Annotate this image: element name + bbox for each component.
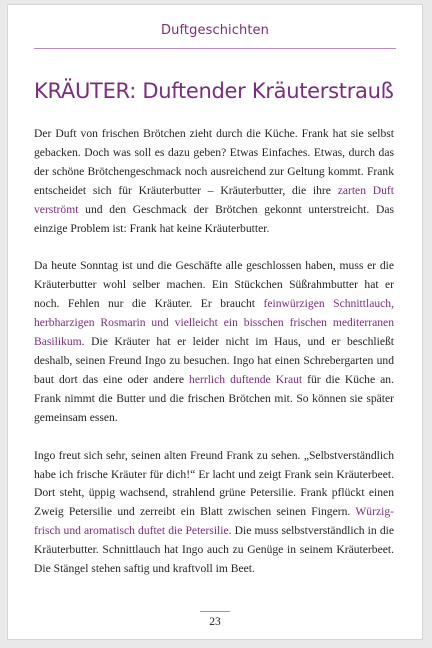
chapter-title: KRÄUTER: Duftender Kräuterstrauß bbox=[34, 79, 394, 103]
body-text bbox=[34, 125, 394, 598]
running-head: Duftgeschichten bbox=[161, 23, 269, 38]
text-span: Der Duft von frischen Brötchen zieht durch die Küche. Frank hat sie selbst gebacken. Doch was soll es dazu geben? Etwas Einfaches. Etwas, durch das der schöne Brötchengeschmack noch ausreichend zur Geltung kommt. Frank entscheidet sich für Kräuterbutter – Kräuterbutter, die ihre bbox=[34, 127, 394, 197]
footer-divider bbox=[200, 611, 230, 612]
paragraph-3 bbox=[34, 447, 394, 579]
text-span: Da heute Sonntag ist und die Geschäfte alle geschlossen haben, muss er die Kräuterbutter wohl selber machen. Ein Stückchen Süßrahmbutter hat er noch. Fehlen nur die Kräuter. Er braucht bbox=[34, 259, 394, 311]
text-span: . Die Kräuter hat er leider nicht im Haus, und er beschließt deshalb, seinen Freund Ingo zu besuchen. Ingo hat einen Schrebergarten und baut dort das eine oder andere bbox=[34, 335, 394, 386]
page-number: 23 bbox=[209, 616, 221, 628]
highlight-span: feinwürzigen Schnittlauch, herbharzigen Rosmarin und vielleicht ein bisschen frischen mediterranen Basilikum bbox=[34, 297, 394, 349]
paragraph-1 bbox=[34, 125, 394, 238]
highlight-span: Würzig-frisch und aromatisch duftet die Petersilie bbox=[34, 505, 394, 538]
text-span: Ingo freut sich sehr, seinen alten Freund Frank zu sehen. „Selbstverständlich habe ich frische Kräuter für dich!“ Er lacht und zeigt Frank sein Kräuterbeet. Dort steht, üppig wachsend, strahlend grüne Petersilie. Frank pflückt einen Zweig Petersilie und zerreibt ein Blatt zwischen seinen Fingern. bbox=[34, 448, 394, 519]
header-divider bbox=[34, 48, 396, 49]
text-span: . Die muss selbstverständlich in die Kräuterbutter. Schnittlauch hat Ingo auch zu Genüge in seinem Kräuterbeet. Die Stängel stehen saftig und kraftvoll im Beet. bbox=[34, 524, 394, 576]
text-span: und den Geschmack der Brötchen gekonnt unterstreicht. Das einzige Problem ist: Frank hat keine Kräuterbutter. bbox=[34, 202, 394, 235]
highlight-span: zarten Duft verströmt bbox=[34, 183, 395, 216]
highlight-span: herrlich duftende Kraut bbox=[189, 372, 303, 386]
book-page bbox=[7, 4, 423, 640]
text-span: für die Küche an. Frank nimmt die Butter und die frischen Brötchen mit. So können sie später gemeinsam essen. bbox=[34, 372, 394, 424]
paragraph-2 bbox=[34, 257, 394, 427]
